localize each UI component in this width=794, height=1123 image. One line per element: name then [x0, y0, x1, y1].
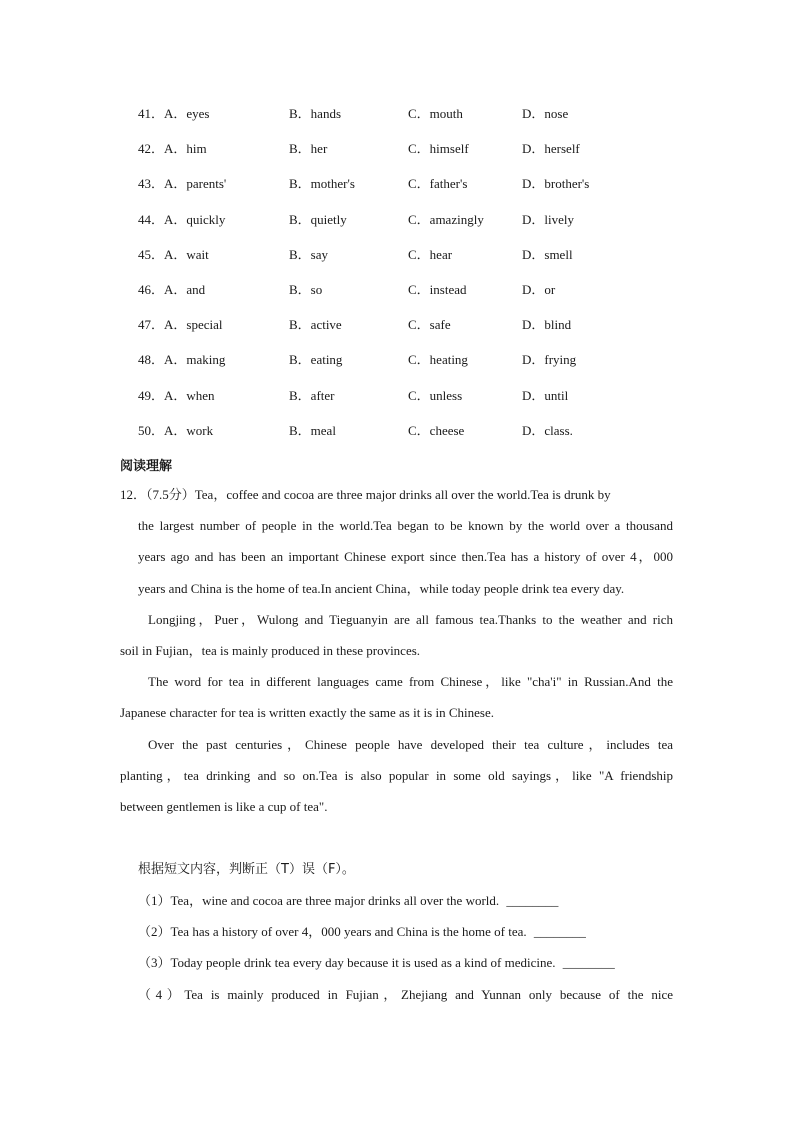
question-number: 49． [138, 387, 165, 403]
option-d: D．or [522, 281, 556, 297]
option-a: A．and [164, 281, 206, 297]
option-a: A．him [164, 141, 207, 157]
tf-question-text: （1）Tea，wine and cocoa are three major drinks all over the world. [138, 893, 500, 908]
passage-line: 12．（7.5分）Tea，coffee and cocoa are three major drinks all over the world.Tea is drunk by [120, 487, 611, 502]
option-c: C．heating [408, 352, 468, 368]
option-d: D．herself [522, 141, 580, 157]
question-number: 44． [138, 211, 165, 227]
question-44 [138, 210, 738, 245]
option-d: D．frying [522, 352, 577, 368]
option-a: A．work [164, 422, 214, 438]
passage-line: between gentlemen is like a cup of tea". [120, 798, 328, 814]
reading-passage [120, 484, 673, 827]
option-a: A．wait [164, 246, 209, 262]
question-number: 43． [138, 176, 165, 192]
option-c: C．hear [408, 246, 453, 262]
option-d: D．lively [522, 211, 574, 227]
option-d: D．smell [522, 246, 573, 262]
passage-line: soil in Fujian，tea is mainly produced in these provinces. [120, 642, 421, 658]
question-number: 46． [138, 281, 165, 297]
option-b: B．eating [289, 352, 343, 368]
option-d: D．brother's [522, 176, 590, 192]
option-d: D．nose [522, 106, 569, 121]
answer-blank[interactable]: ________ [562, 955, 615, 971]
option-b: B．say [289, 246, 329, 262]
question-50 [138, 421, 738, 456]
question-49 [138, 386, 738, 421]
option-d: D．class. [522, 422, 573, 438]
passage-line: Japanese character for tea is written exactly the same as it is in Chinese. [120, 705, 494, 721]
tf-question-text: （2）Tea has a history of over 4，000 years and China is the home of tea. [138, 924, 527, 940]
option-a: A．parents' [164, 176, 227, 192]
passage-line: planting，tea drinking and so on.Tea is also popular in some old sayings，like "A friendship [120, 767, 673, 783]
option-c: C．instead [408, 281, 467, 297]
option-c: C．amazingly [408, 211, 484, 227]
question-number: 47． [138, 317, 165, 333]
cloze-options-list [138, 104, 738, 456]
option-c: C．himself [408, 141, 469, 157]
question-48 [138, 350, 738, 385]
question-43 [138, 174, 738, 209]
tf-question-2 [138, 921, 673, 952]
passage-line: The word for tea in different languages came from Chinese，like "cha'i" in Russian.And the [148, 674, 673, 690]
question-45 [138, 245, 738, 280]
question-number: 42． [138, 141, 165, 157]
option-c: C．father's [408, 176, 468, 192]
question-47 [138, 315, 738, 350]
option-b: B．mother's [289, 176, 355, 192]
option-c: C．safe [408, 317, 451, 333]
option-a: A．when [164, 387, 215, 403]
question-41 [138, 104, 738, 139]
option-b: B．so [289, 281, 323, 297]
answer-blank[interactable]: ________ [506, 893, 559, 908]
option-b: B．quietly [289, 211, 347, 227]
answer-blank[interactable]: ________ [533, 924, 586, 940]
question-number: 48． [138, 352, 165, 368]
option-a: A．eyes [164, 106, 210, 121]
option-c: C．mouth [408, 106, 463, 121]
passage-line: the largest number of people in the world.Tea began to be known by the world over a thousand [138, 518, 673, 534]
option-a: A．quickly [164, 211, 226, 227]
tf-question-1 [138, 890, 673, 921]
true-false-instruction: 根据短文内容，判断正（T）误（F）。 [138, 862, 355, 877]
option-b: B．active [289, 317, 342, 333]
question-46 [138, 280, 738, 315]
option-b: B．hands [289, 106, 342, 121]
tf-question-text: （3）Today people drink tea every day because it is used as a kind of medicine. [138, 955, 556, 971]
question-number: 41． [138, 106, 165, 121]
option-a: A．special [164, 317, 223, 333]
question-number: 45． [138, 246, 165, 262]
true-false-questions [138, 890, 673, 1015]
question-42 [138, 139, 738, 174]
option-d: D．until [522, 387, 569, 403]
tf-question-4 [138, 984, 673, 1015]
option-a: A．making [164, 352, 226, 368]
option-c: C．unless [408, 387, 463, 403]
passage-line: Over the past centuries，Chinese people have developed their tea culture，includes tea [148, 736, 673, 752]
passage-line: years and China is the home of tea.In ancient China，while today people drink tea every day. [138, 580, 625, 596]
option-b: B．meal [289, 422, 336, 438]
question-number: 50． [138, 422, 165, 438]
passage-line: Longjing，Puer，Wulong and Tieguanyin are all famous tea.Thanks to the weather and rich [148, 611, 673, 627]
option-b: B．after [289, 387, 335, 403]
option-d: D．blind [522, 317, 572, 333]
section-heading: 阅读理解 [120, 459, 173, 474]
passage-line: years ago and has been an important Chinese export since then.Tea has a history of over 4，000 [138, 549, 673, 565]
option-c: C．cheese [408, 422, 465, 438]
tf-question-3 [138, 952, 673, 983]
option-b: B．her [289, 141, 328, 157]
tf-question-text: （4）Tea is mainly produced in Fujian，Zhejiang and Yunnan only because of the nice [138, 986, 673, 1002]
